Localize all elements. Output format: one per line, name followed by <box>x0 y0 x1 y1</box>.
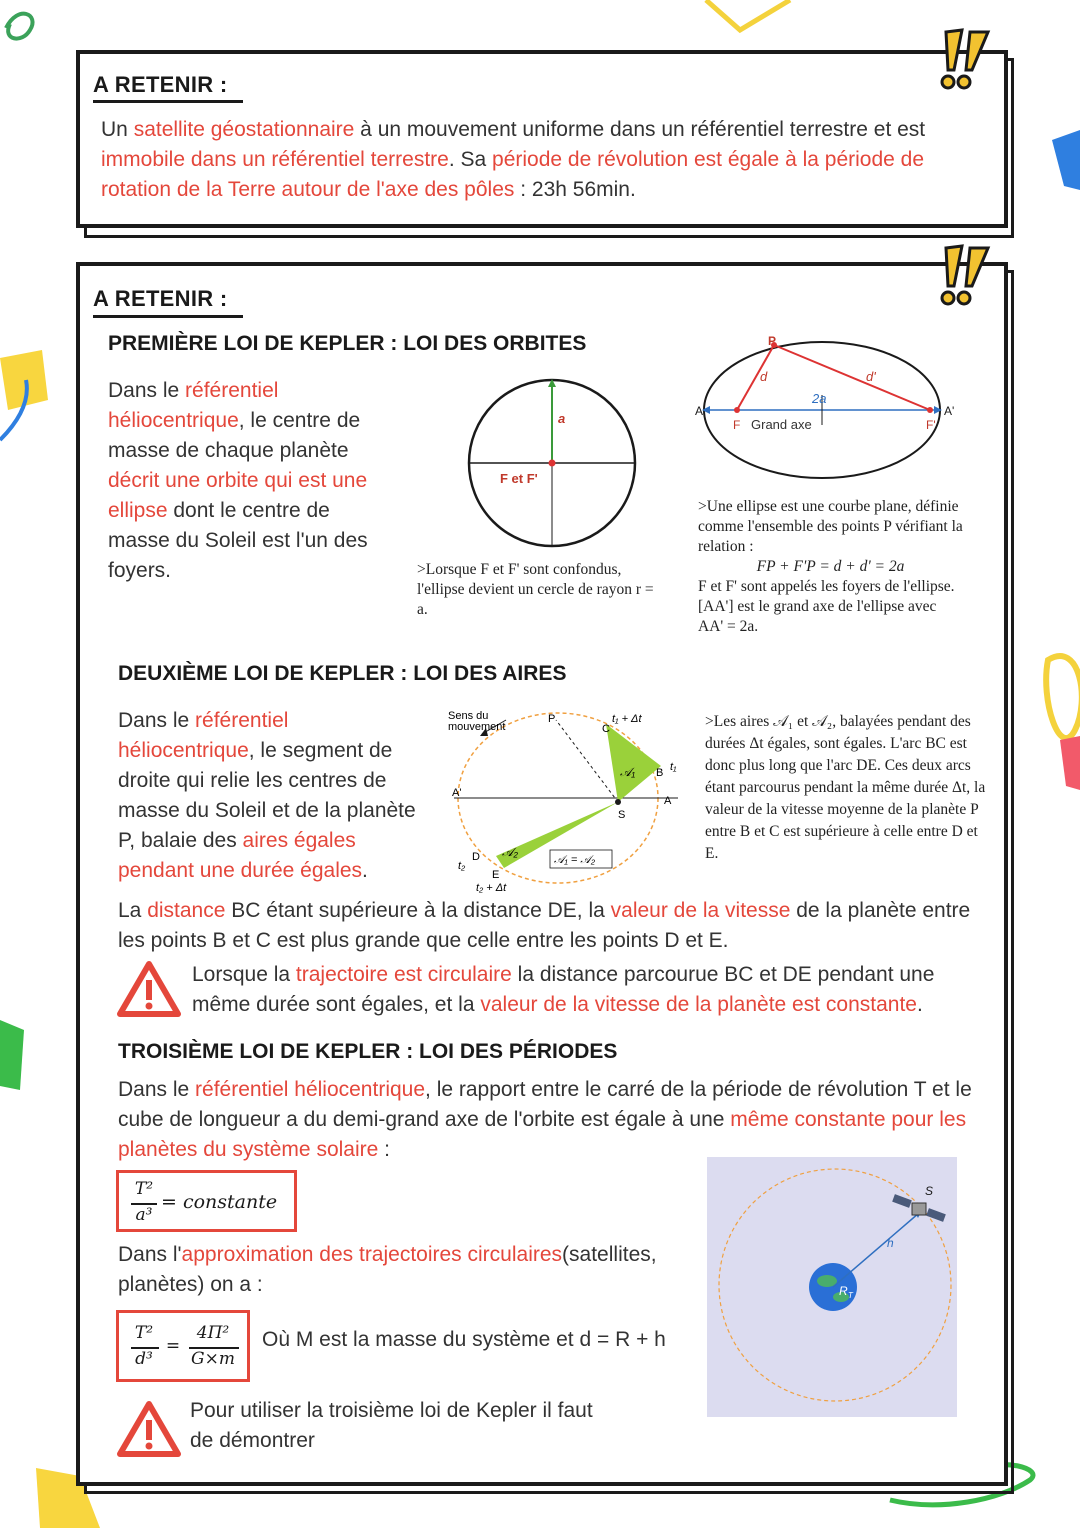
highlight-text: période de révolution est égale à la période de rotation de la Terre autour de l'axe des pôles <box>101 148 925 201</box>
law3-warning: Pour utiliser la troisième loi de Kepler il faut de démontrer <box>190 1399 593 1452</box>
diagram-label-e: E <box>492 869 500 881</box>
ellipse-caption <box>698 497 963 637</box>
diagram-label-s: S <box>618 809 626 821</box>
warning-icon <box>116 1400 182 1458</box>
diagram-label-a2: 𝒜₂ <box>502 845 518 859</box>
highlight-text: trajectoire est circulaire <box>295 963 512 986</box>
diagram-label-eq: 𝒜₁ = 𝒜₂ <box>554 854 596 866</box>
aires-diagram <box>446 706 696 896</box>
plain-text: : 23h 56min. <box>514 178 636 201</box>
orbit-label-rt-sub: T <box>848 1291 853 1300</box>
highlight-text: référentiel héliocentrique <box>195 1078 426 1101</box>
law2-text2 <box>118 896 998 956</box>
highlight-text: même constante pour les planètes du système solaire <box>118 1108 967 1161</box>
plain-text: de la planète entre les points B et C est plus grande que celle entre les points D et E. <box>118 899 971 952</box>
formula2-den2: G×m <box>191 1349 235 1369</box>
box2-title: A RETENIR : <box>93 286 228 311</box>
satellite-orbit-panel <box>707 1157 957 1417</box>
plain-text: . <box>916 993 923 1016</box>
diagram-label-t1dt: t₁ + Δt <box>612 713 642 725</box>
satellite-icon <box>912 1203 926 1215</box>
diagram-label-t1: t₁ <box>670 761 677 773</box>
diagram-label-c: C <box>602 723 610 735</box>
plain-text: . <box>362 859 368 882</box>
box1-title-underline <box>93 100 243 103</box>
formula2-eq: = <box>165 1336 181 1356</box>
diagram-label-b: B <box>656 767 664 779</box>
warning-icon <box>116 960 182 1018</box>
circle-label-f: F et F' <box>500 471 538 486</box>
law3-text2 <box>118 1240 693 1300</box>
formula2-den: d³ <box>135 1349 153 1369</box>
diagram-label-t2: t₂ <box>458 860 466 872</box>
circle-caption <box>417 560 667 620</box>
formula2-num: T² <box>134 1323 154 1343</box>
plain-text: dont le centre de masse du Soleil est l'un des foyers. <box>108 499 368 582</box>
highlight-text: valeur de la vitesse <box>610 899 791 922</box>
highlight-text: référentiel héliocentrique <box>108 379 279 432</box>
formula1-rhs: = constante <box>161 1191 278 1213</box>
ellipse-label-2a: 2a <box>812 391 827 406</box>
formula1-den: a³ <box>135 1205 153 1225</box>
law3-text <box>118 1075 988 1165</box>
diagram-label-aprime: A' <box>452 787 462 799</box>
highlight-text: distance <box>147 899 226 922</box>
plain-text: > <box>417 561 426 578</box>
formula2-num2: 4Π² <box>196 1323 230 1343</box>
highlight-text: valeur de la vitesse de la planète est constante <box>480 993 917 1016</box>
plain-text: > <box>705 713 714 730</box>
aires-caption <box>705 711 990 865</box>
plain-text: , le rapport entre le carré de la période de révolution T et le cube de longueur a du demi-grand axe de l'orbite est égale à une <box>118 1078 972 1131</box>
law1-heading: PREMIÈRE LOI DE KEPLER : LOI DES ORBITES <box>108 332 587 355</box>
exclamation-icon <box>932 24 996 94</box>
plain-text: la distance parcourue BC et DE pendant une même durée sont égales, et la <box>192 963 935 1016</box>
law2-warning <box>192 960 982 1020</box>
plain-text: BC étant supérieure à la distance DE, la <box>225 899 611 922</box>
plain-text: Lorsque la <box>192 963 296 986</box>
plain-text: Dans le <box>108 379 186 402</box>
formula1-num: T² <box>134 1179 154 1199</box>
formula2-note: Où M est la masse du système et d = R + h <box>262 1328 666 1351</box>
law2-text <box>118 706 423 886</box>
box2-title-underline <box>93 315 243 318</box>
plain-text: , le segment de droite qui relie les centres de masse du Soleil et de la planète P, balaie des <box>118 739 416 852</box>
diagram-label-d: D <box>472 851 480 863</box>
plain-text: Dans le <box>118 709 196 732</box>
diagram-label-a: A <box>664 795 672 807</box>
circle-label-a: a <box>558 411 566 426</box>
law1-text <box>108 376 393 586</box>
plain-text: Lorsque F et F' sont confondus, l'ellipse devient un cercle de rayon r = a. <box>417 561 654 618</box>
orbit-label-s: S <box>925 1184 934 1198</box>
box1-text <box>101 115 981 205</box>
circle-diagram <box>462 375 642 555</box>
plain-text: La <box>118 899 148 922</box>
plain-text: Les aires 𝒜₁ et 𝒜₂, balayées pendant des durées Δt égales, sont égales. L'arc BC est donc plus long que l'arc DE. Ces deux arcs étant parcourus pendant la même durée Δt, la valeur de la vitesse moyenne de la planète P entre B et C est supérieure à celle entre D et E. <box>705 713 986 862</box>
orbit-label-rt: R <box>839 1284 848 1298</box>
ellipse-label-grand-axe: Grand axe <box>751 417 812 432</box>
highlight-text: satellite géostationnaire <box>133 118 355 141</box>
diagram-label-t2dt: t₂ + Δt <box>476 882 507 894</box>
highlight-text: aires égales pendant une durée égales <box>118 829 363 882</box>
ellipse-label-p: P <box>768 335 777 348</box>
law2-heading: DEUXIÈME LOI DE KEPLER : LOI DES AIRES <box>118 662 567 685</box>
law3-heading: TROISIÈME LOI DE KEPLER : LOI DES PÉRIODES <box>118 1040 618 1063</box>
diagram-label-p: P <box>548 713 556 725</box>
plain-text: à un mouvement uniforme dans un référentiel terrestre et est <box>354 118 926 141</box>
plain-text: . Sa <box>448 148 493 171</box>
ellipse-label-d: d <box>760 369 768 384</box>
plain-text: : <box>378 1138 390 1161</box>
ellipse-label-fprime: F' <box>926 418 936 432</box>
diagram-label-mouvement: mouvement <box>448 721 506 733</box>
exclamation-icon <box>932 240 996 310</box>
highlight-text: référentiel héliocentrique <box>118 709 289 762</box>
highlight-text: décrit une orbite qui est une ellipse <box>108 469 368 522</box>
ellipse-caption-text <box>698 498 963 555</box>
ellipse-label-dprime: d' <box>866 369 876 384</box>
diagram-label-sens: Sens du <box>448 710 489 722</box>
kepler-formula-2 <box>116 1310 250 1382</box>
ellipse-label-aprime: A' <box>944 404 955 418</box>
plain-text: Dans l' <box>118 1243 182 1266</box>
plain-text: Un <box>101 118 134 141</box>
highlight-text: immobile dans un référentiel terrestre <box>101 148 449 171</box>
ellipse-label-f: F <box>733 418 741 432</box>
plain-text: Dans le <box>118 1078 196 1101</box>
plain-text: (satellites, planètes) on a : <box>118 1243 657 1296</box>
ellipse-label-a: A <box>695 404 704 418</box>
diagram-label-a1: 𝒜₁ <box>620 765 636 779</box>
ellipse-relation: FP + F'P = d + d' = 2a <box>756 558 905 575</box>
plain-text: , le centre de masse de chaque planète <box>108 409 361 462</box>
plain-text: Une ellipse est une courbe plane, définie comme l'ensemble des points P vérifiant la relation : <box>698 498 963 555</box>
orbit-label-h: h <box>887 1236 894 1250</box>
box1-title: A RETENIR : <box>93 72 228 97</box>
kepler-formula-1 <box>116 1170 297 1232</box>
ellipse-diagram <box>692 335 972 485</box>
highlight-text: approximation des trajectoires circulaires <box>181 1243 563 1266</box>
plain-text: > <box>698 498 707 515</box>
ellipse-caption2: F et F' sont appelés les foyers de l'ellipse. [AA'] est le grand axe de l'ellipse avec AA' = 2a. <box>698 578 955 635</box>
